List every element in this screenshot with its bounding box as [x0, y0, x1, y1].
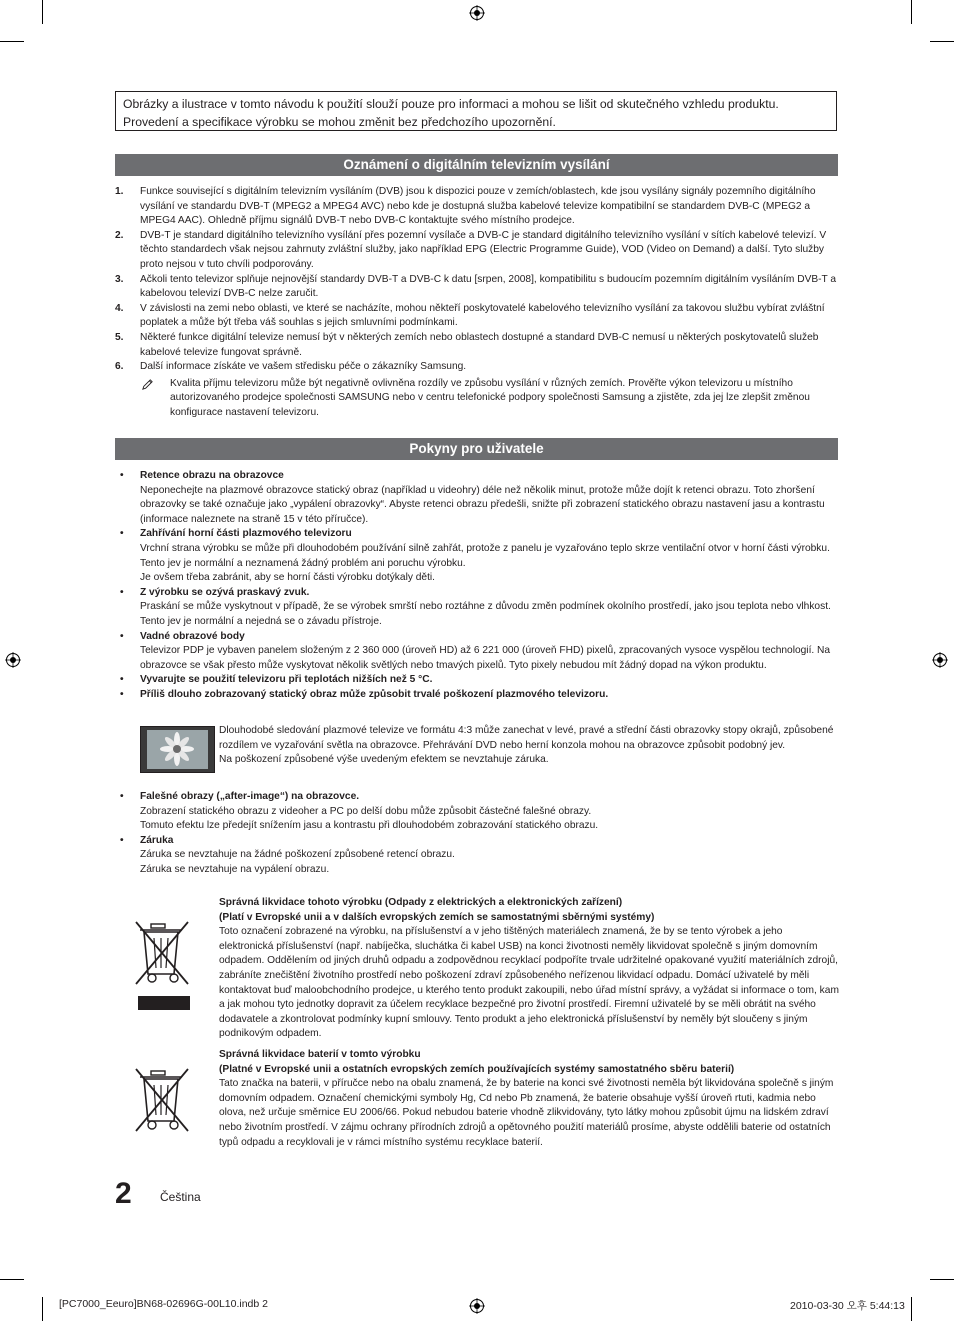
list-item: 6. Další informace získáte ve vašem středisku péče o zákazníky Samsung. [115, 361, 467, 373]
image-caption: Dlouhodobé sledování plazmové televize ve formátu 4:3 může zanechat v levé, pravé a střední části obrazovky stopy okrajů, způsobené rozdílem ve vyzařování světla na obrazovce. Přehrávání DVD nebo herní konzola mohou na obrazovce způsobit podobný jev. Na poškození způsobené výše uvedeným efektem se nevztahuje záruka. [219, 725, 834, 766]
section-header-digital-broadcast: Oznámení o digitálním televizním vysílání [115, 154, 838, 176]
item-title: Zahřívání horní části plazmového televizoru [140, 528, 352, 540]
crop-mark [42, 0, 43, 24]
registration-mark-icon [932, 652, 948, 668]
crop-mark [911, 0, 912, 24]
crop-mark [930, 1279, 954, 1280]
item-title: Příliš dlouho zobrazovaný statický obraz může způsobit trvalé poškození plazmového televizoru. [140, 688, 609, 700]
item-title: Vyvarujte se použití televizoru při teplotách nižších než 5 °C. [140, 674, 433, 686]
footer-file-info: [PC7000_Eeuro]BN68-02696G-00L10.indb 2 [59, 1298, 268, 1310]
disclaimer-line: Obrázky a ilustrace v tomto návodu k použití slouží pouze pro informaci a mohou se lišit od skutečného vzhledu produktu. [123, 97, 779, 111]
page-number: 2 [115, 1177, 132, 1210]
list-item: 1. Funkce související s digitálním televizním vysíláním (DVB) jsou k dispozici pouze v zemích/oblastech, kde jsou vysílány signály pozemního digitálního vysílání ve standardu DVB-T (MPEG2 a MPEG4 AVC) nebo kde je dostupná služba kabelové televize kompatibilní se standardem DVB-C (MPEG2 a MPEG4 AAC). Ohledně příjmu signálů DVB-T nebo DVB-C kontaktujte svého místního prodejce. [115, 186, 816, 227]
crossed-out-wheelie-bin-icon [134, 918, 192, 1012]
list-item: • Záruka Záruka se nevztahuje na žádné poškození způsobené retencí obrazu. Záruka se nevztahuje na vypálení obrazu. [115, 834, 839, 878]
plasma-screen-image [140, 726, 215, 773]
list-item: • Vadné obrazové body Televizor PDP je vybaven panelem složeným z 2 360 000 (úroveň HD) až 6 221 000 (úroveň FHD) pixelů, zpracovaných vysoce vyspělou technologií. Na obrazovce se však přesto může vyskytovat několik světlých nebo tmavých pixelů. Tyto pixely nebudou mít žádný dopad na výkon produktu. [115, 630, 839, 674]
battery-title: Správná likvidace baterií v tomto výrobku [219, 1049, 421, 1060]
weee-title: Správná likvidace tohoto výrobku (Odpady z elektrických a elektronických zařízení) [219, 897, 623, 908]
crossed-out-wheelie-bin-icon [134, 1065, 192, 1133]
list-item: • Příliš dlouho zobrazovaný statický obraz může způsobit trvalé poškození plazmového televizoru. [115, 688, 839, 703]
list-item: 5. Některé funkce digitální televize nemusí být v některých zemích nebo oblastech dostupné a standard DVB-C nemusí u některých poskytovatelů služeb kabelové televize fungovat správně. [115, 331, 819, 358]
list-item: • Retence obrazu na obrazovce Neponechejte na plazmové obrazovce statický obraz (například u videohry) déle než několik minut, protože může dojít k retenci obrazu. Toto zhoršení obrazovky se také označuje jako „vypálení obrazovky“. Abyste retenci obrazu předešli, snižte při zobrazení statického obrazu nastavení jasu a kontrastu (informace naleznete na straně 15 v této příručce). [115, 469, 839, 527]
list-item: 2. DVB-T je standard digitálního televizního vysílání přes pozemní vysílače a DVB-C je standard digitálního televizního vysílání v sítích kabelové televizí. V těchto standardech však nejsou zahrnuty zvláštní služby, jako například EPG (Electric Programme Guide), VOD (Video on Demand) a další. Tyto služby proto nejsou v tuto chvíli podporovány. [115, 229, 827, 270]
battery-section [219, 1048, 839, 1150]
battery-subtitle: (Platné v Evropské unii a ostatních evropských zemích používajících systémy samostatného sběru baterií) [219, 1063, 735, 1075]
crop-mark [911, 1297, 912, 1321]
registration-mark-icon [5, 652, 21, 668]
crop-mark [0, 1279, 24, 1280]
list-item: • Zahřívání horní části plazmového televizoru Vrchní strana výrobku se může při dlouhodobém používání silně zahřát, protože z panelu je vyzařováno teplo skrze ventilační otvor v horní části výrobku. Tento jev je normální a neznamená žádný problém ani poruchu výrobku. Je ovšem třeba zabránit, aby se horní části výrobku dotýkaly děti. [115, 527, 839, 585]
item-title: Retence obrazu na obrazovce [140, 470, 284, 481]
list-item: • Vyvarujte se použití televizoru při teplotách nižších než 5 °C. [115, 673, 839, 688]
user-instructions-list-continued [115, 790, 839, 878]
crop-mark [0, 41, 24, 42]
list-item: • Falešné obrazy („after-image“) na obrazovce. Zobrazení statického obrazu z videoher a PC po delší dobu může způsobit částečné falešné obrazy. Tomuto efektu lze předejít snížením jasu a kontrastu při dlouhodobém zobrazování statického obrazu. [115, 790, 839, 834]
disclaimer-line: Provedení a specifikace výrobku se mohou změnit bez předchozího upozornění. [123, 114, 556, 129]
weee-body: Toto označení zobrazené na výrobku, na příslušenství a v jeho tištěných materiálech znamená, že by se tento výrobek a jeho elektronická příslušenství (např. nabíječka, sluchátka či kabel USB) na konci životnosti neměly likvidovat společně s jiným domovním odpadem. Oddělením od jiných druhů odpadu a zodpovědnou recyklací podpoříte trvale udržitelné opakované využití materiálních zdrojů, zabráníte znečištění životního prostředí nebo poškození zdraví způsobeného neřízenou likvidací odpadu. Domácí uživatelé by měli kontaktovat buď maloobchodního prodejce, u kterého tento produkt zakoupili, nebo úřad místní správy, a vyžádat si informace o tom, kam a jak mohou tyto jednotky dopravit za účelem recyklace bezpečné pro životní prostředí. Firemní uživatelé by se měli obrátit na svého dodavatele a zkontrolovat podmínky kupní smlouvy. Tento produkt a jeho elektronická příslušenství by neměly být sloučeny s jiným podnikovým odpadem. [219, 926, 839, 1040]
item-title: Vadné obrazové body [140, 630, 245, 642]
item-title: Záruka [140, 834, 174, 846]
item-title: Falešné obrazy („after-image“) na obrazovce. [140, 791, 360, 802]
section-header-user-instructions: Pokyny pro uživatele [115, 438, 838, 460]
crop-mark [930, 41, 954, 42]
list-item: • Z výrobku se ozývá praskavý zvuk. Praskání se může vyskytnout v případě, že se výrobek smrští nebo roztáhne z důvodu změn podmínek okolního prostředí, jako jsou teplota nebo vlhkost. Tento jev je normální a nejedná se o závadu přístroje. [115, 586, 839, 630]
registration-mark-icon [469, 5, 485, 21]
list-item: 4. V závislosti na zemi nebo oblasti, ve které se nacházíte, mohou někteří poskytovatelé kabelového televizního vysílání za takovou službu vybírat zvláštní poplatek a může být třeba váš souhlas s jejich smluvními podmínkami. [115, 302, 825, 329]
pencil-note-icon [141, 378, 154, 391]
weee-subtitle: (Platí v Evropské unii a v dalších evropských zemích se samostatnými sběrnými systémy) [219, 911, 655, 923]
digital-broadcast-list [115, 185, 839, 421]
flower-image [141, 727, 214, 772]
disclaimer-box [115, 91, 837, 131]
page-language: Čeština [160, 1190, 201, 1204]
user-instructions-list [115, 469, 839, 703]
weee-section [219, 896, 839, 1042]
footer-timestamp: 2010-03-30 오후 5:44:13 [790, 1300, 905, 1312]
note-item: Kvalita příjmu televizoru může být negativně ovlivněna rozdíly ve způsobu vysílání v různých zemích. Prověřte výkon televizoru u místního autorizovaného prodejce společnosti SAMSUNG nebo v centru telefonické podpory společnosti Samsung a zjistěte, zda jej lze zlepšit změnou konfigurace nastavení televizoru. [115, 377, 839, 421]
battery-body: Tato značka na baterii, v příručce nebo na obalu znamená, že by baterie na konci své životnosti neměla být likvidována společně s jiným domovním odpadem. Označení chemickými symboly Hg, Cd nebo Pb znamená, že baterie obsahuje vyšší úroveň rtuti, kadmia nebo olova, než určuje směrnice EU 2006/66. Pokud nebudou baterie vhodně zlikvidovány, tyto látky mohou způsobit újmu na lidském zdraví nebo životním prostředí. V zájmu ochrany přírodních zdrojů a opětovného použití materiálů prosíme, abyste oddělili baterie od ostatních typů odpadu a recyklovali je v rámci místního systému recyklace baterií. [219, 1078, 834, 1148]
item-title: Z výrobku se ozývá praskavý zvuk. [140, 586, 310, 598]
list-item: 3. Ačkoli tento televizor splňuje nejnovější standardy DVB-T a DVB-C k datu [srpen, 2008], kompatibilitu s budoucím pozemním digitálním vysíláním DVB-T a kabelovou televizí DVB-C nelze zaručit. [115, 273, 837, 300]
registration-mark-icon [469, 1298, 485, 1314]
crop-mark [42, 1297, 43, 1321]
